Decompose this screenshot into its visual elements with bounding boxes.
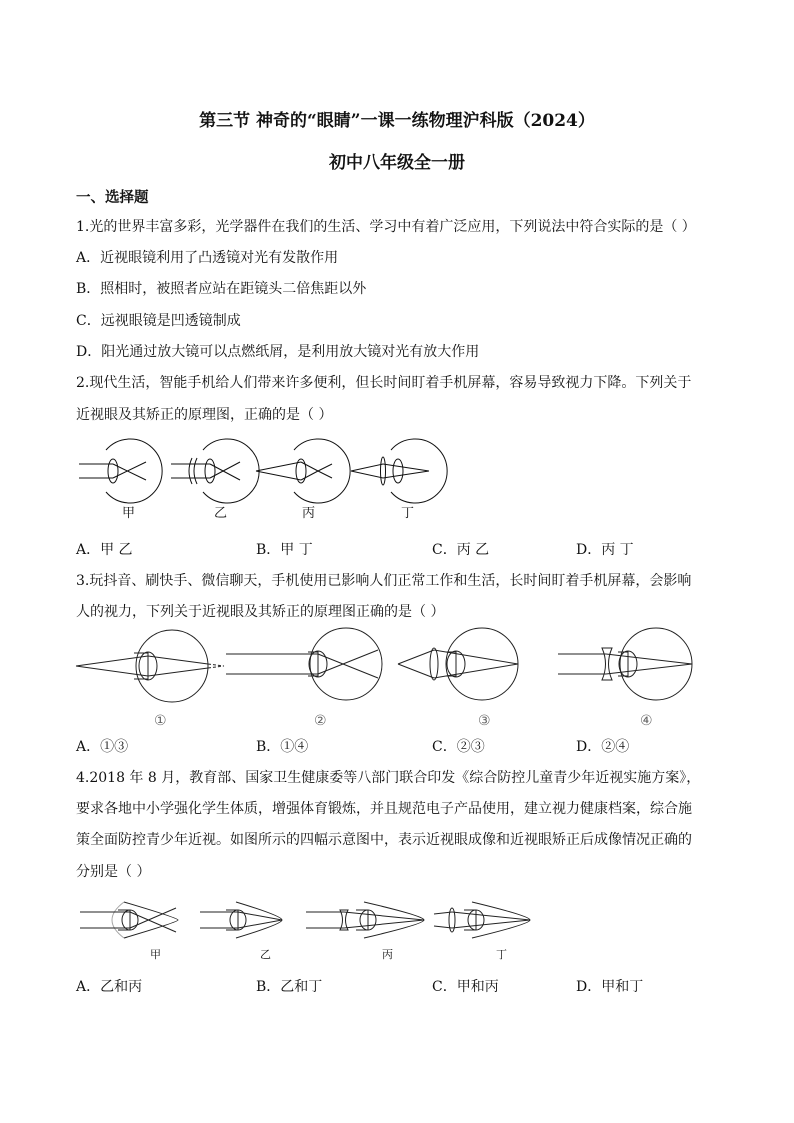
- q2-option-a[interactable]: A．甲 乙: [76, 542, 133, 558]
- q4-option-b[interactable]: B．乙和丁: [256, 979, 323, 995]
- q1-option-d[interactable]: D．阳光通过放大镜可以点燃纸屑，是利用放大镜对光有放大作用: [76, 344, 480, 360]
- page-title: 第三节 神奇的“眼睛”一课一练物理沪科版（2024）: [199, 111, 595, 131]
- q4-diagram-jia: [80, 902, 178, 938]
- q3-diagram-2: [226, 628, 382, 700]
- q1-stem: 1.光的世界丰富多彩，光学器件在我们的生活、学习中有着广泛应用，下列说法中符合实际的是（ ）: [76, 219, 696, 235]
- q4-stem-line-2: 要求各地中小学强化学生体质，增强体育锻炼，并且规范电子产品使用，建立视力健康档案，综合施: [76, 801, 692, 817]
- q2-diagram-yi: [171, 439, 259, 503]
- q2-stem-line-2: 近视眼及其矫正的原理图，正确的是（ ）: [76, 407, 333, 423]
- q4-diagram-yi: [200, 902, 282, 938]
- q1-option-c[interactable]: C．远视眼镜是凹透镜制成: [76, 313, 241, 329]
- q2-figure: [76, 440, 446, 522]
- q4-fig-label-jia: 甲: [150, 948, 161, 961]
- q3-figure: [76, 628, 696, 732]
- q4-figure: [80, 896, 540, 964]
- q2-fig-label-bing: 丙: [302, 506, 316, 521]
- q4-diagram-ding: [434, 902, 530, 938]
- q4-option-c[interactable]: C．甲和丙: [432, 979, 499, 995]
- q2-fig-label-yi: 乙: [214, 506, 228, 521]
- q1-option-a[interactable]: A．近视眼镜利用了凸透镜对光有发散作用: [76, 250, 339, 266]
- q4-fig-label-ding: 丁: [496, 948, 507, 961]
- q3-option-c[interactable]: C．②③: [432, 739, 485, 755]
- page-subtitle: 初中八年级全一册: [329, 153, 465, 173]
- q3-option-d[interactable]: D．②④: [576, 739, 630, 755]
- q2-option-d[interactable]: D．丙 丁: [576, 542, 634, 558]
- q2-diagram-bing: [256, 439, 350, 503]
- q3-diagram-4: [558, 628, 692, 700]
- q3-stem-line-2: 人的视力，下列关于近视眼及其矫正的原理图正确的是（ ）: [76, 604, 445, 620]
- q3-stem-line-1: 3.玩抖音、刷快手、微信聊天，手机使用已影响人们正常工作和生活，长时间盯着手机屏幕，会影响: [76, 573, 692, 589]
- q4-option-a[interactable]: A．乙和丙: [76, 979, 143, 995]
- q3-fig-label-3: ③: [478, 713, 491, 729]
- q4-stem-line-3: 策全面防控青少年近视。如图所示的四幅示意图中，表示近视眼成像和近视眼矫正后成像情况正确的: [76, 832, 692, 848]
- q1-option-b[interactable]: B．照相时，被照者应站在距镜头二倍焦距以外: [76, 281, 367, 297]
- q3-option-b[interactable]: B．①④: [256, 739, 309, 755]
- q4-stem-line-1: 4.2018 年 8 月，教育部、国家卫生健康委等八部门联合印发《综合防控儿童青少年近视实施方案》，: [76, 770, 701, 786]
- q4-stem-line-4: 分别是（ ）: [76, 864, 151, 880]
- q3-fig-label-2: ②: [314, 713, 327, 729]
- q2-option-b[interactable]: B．甲 丁: [256, 542, 313, 558]
- q2-fig-label-jia: 甲: [122, 506, 136, 521]
- q4-fig-label-yi: 乙: [260, 948, 271, 961]
- q2-option-c[interactable]: C．丙 乙: [432, 542, 490, 558]
- q3-diagram-1: [76, 630, 224, 702]
- q4-fig-label-bing: 丙: [382, 948, 393, 961]
- q4-diagram-bing: [306, 902, 424, 938]
- q2-diagram-ding: [351, 439, 447, 503]
- q2-diagram-jia: [79, 439, 162, 503]
- q2-stem-line-1: 2.现代生活，智能手机给人们带来许多便利，但长时间盯着手机屏幕，容易导致视力下降。下列关于: [76, 375, 692, 391]
- q4-option-d[interactable]: D．甲和丁: [576, 979, 644, 995]
- q3-fig-label-1: ①: [154, 713, 167, 729]
- section-heading: 一、选择题: [76, 189, 149, 206]
- q3-diagram-3: [398, 628, 518, 700]
- q2-fig-label-ding: 丁: [401, 506, 415, 521]
- q3-fig-label-4: ④: [640, 713, 653, 729]
- q3-option-a[interactable]: A．①③: [76, 739, 129, 755]
